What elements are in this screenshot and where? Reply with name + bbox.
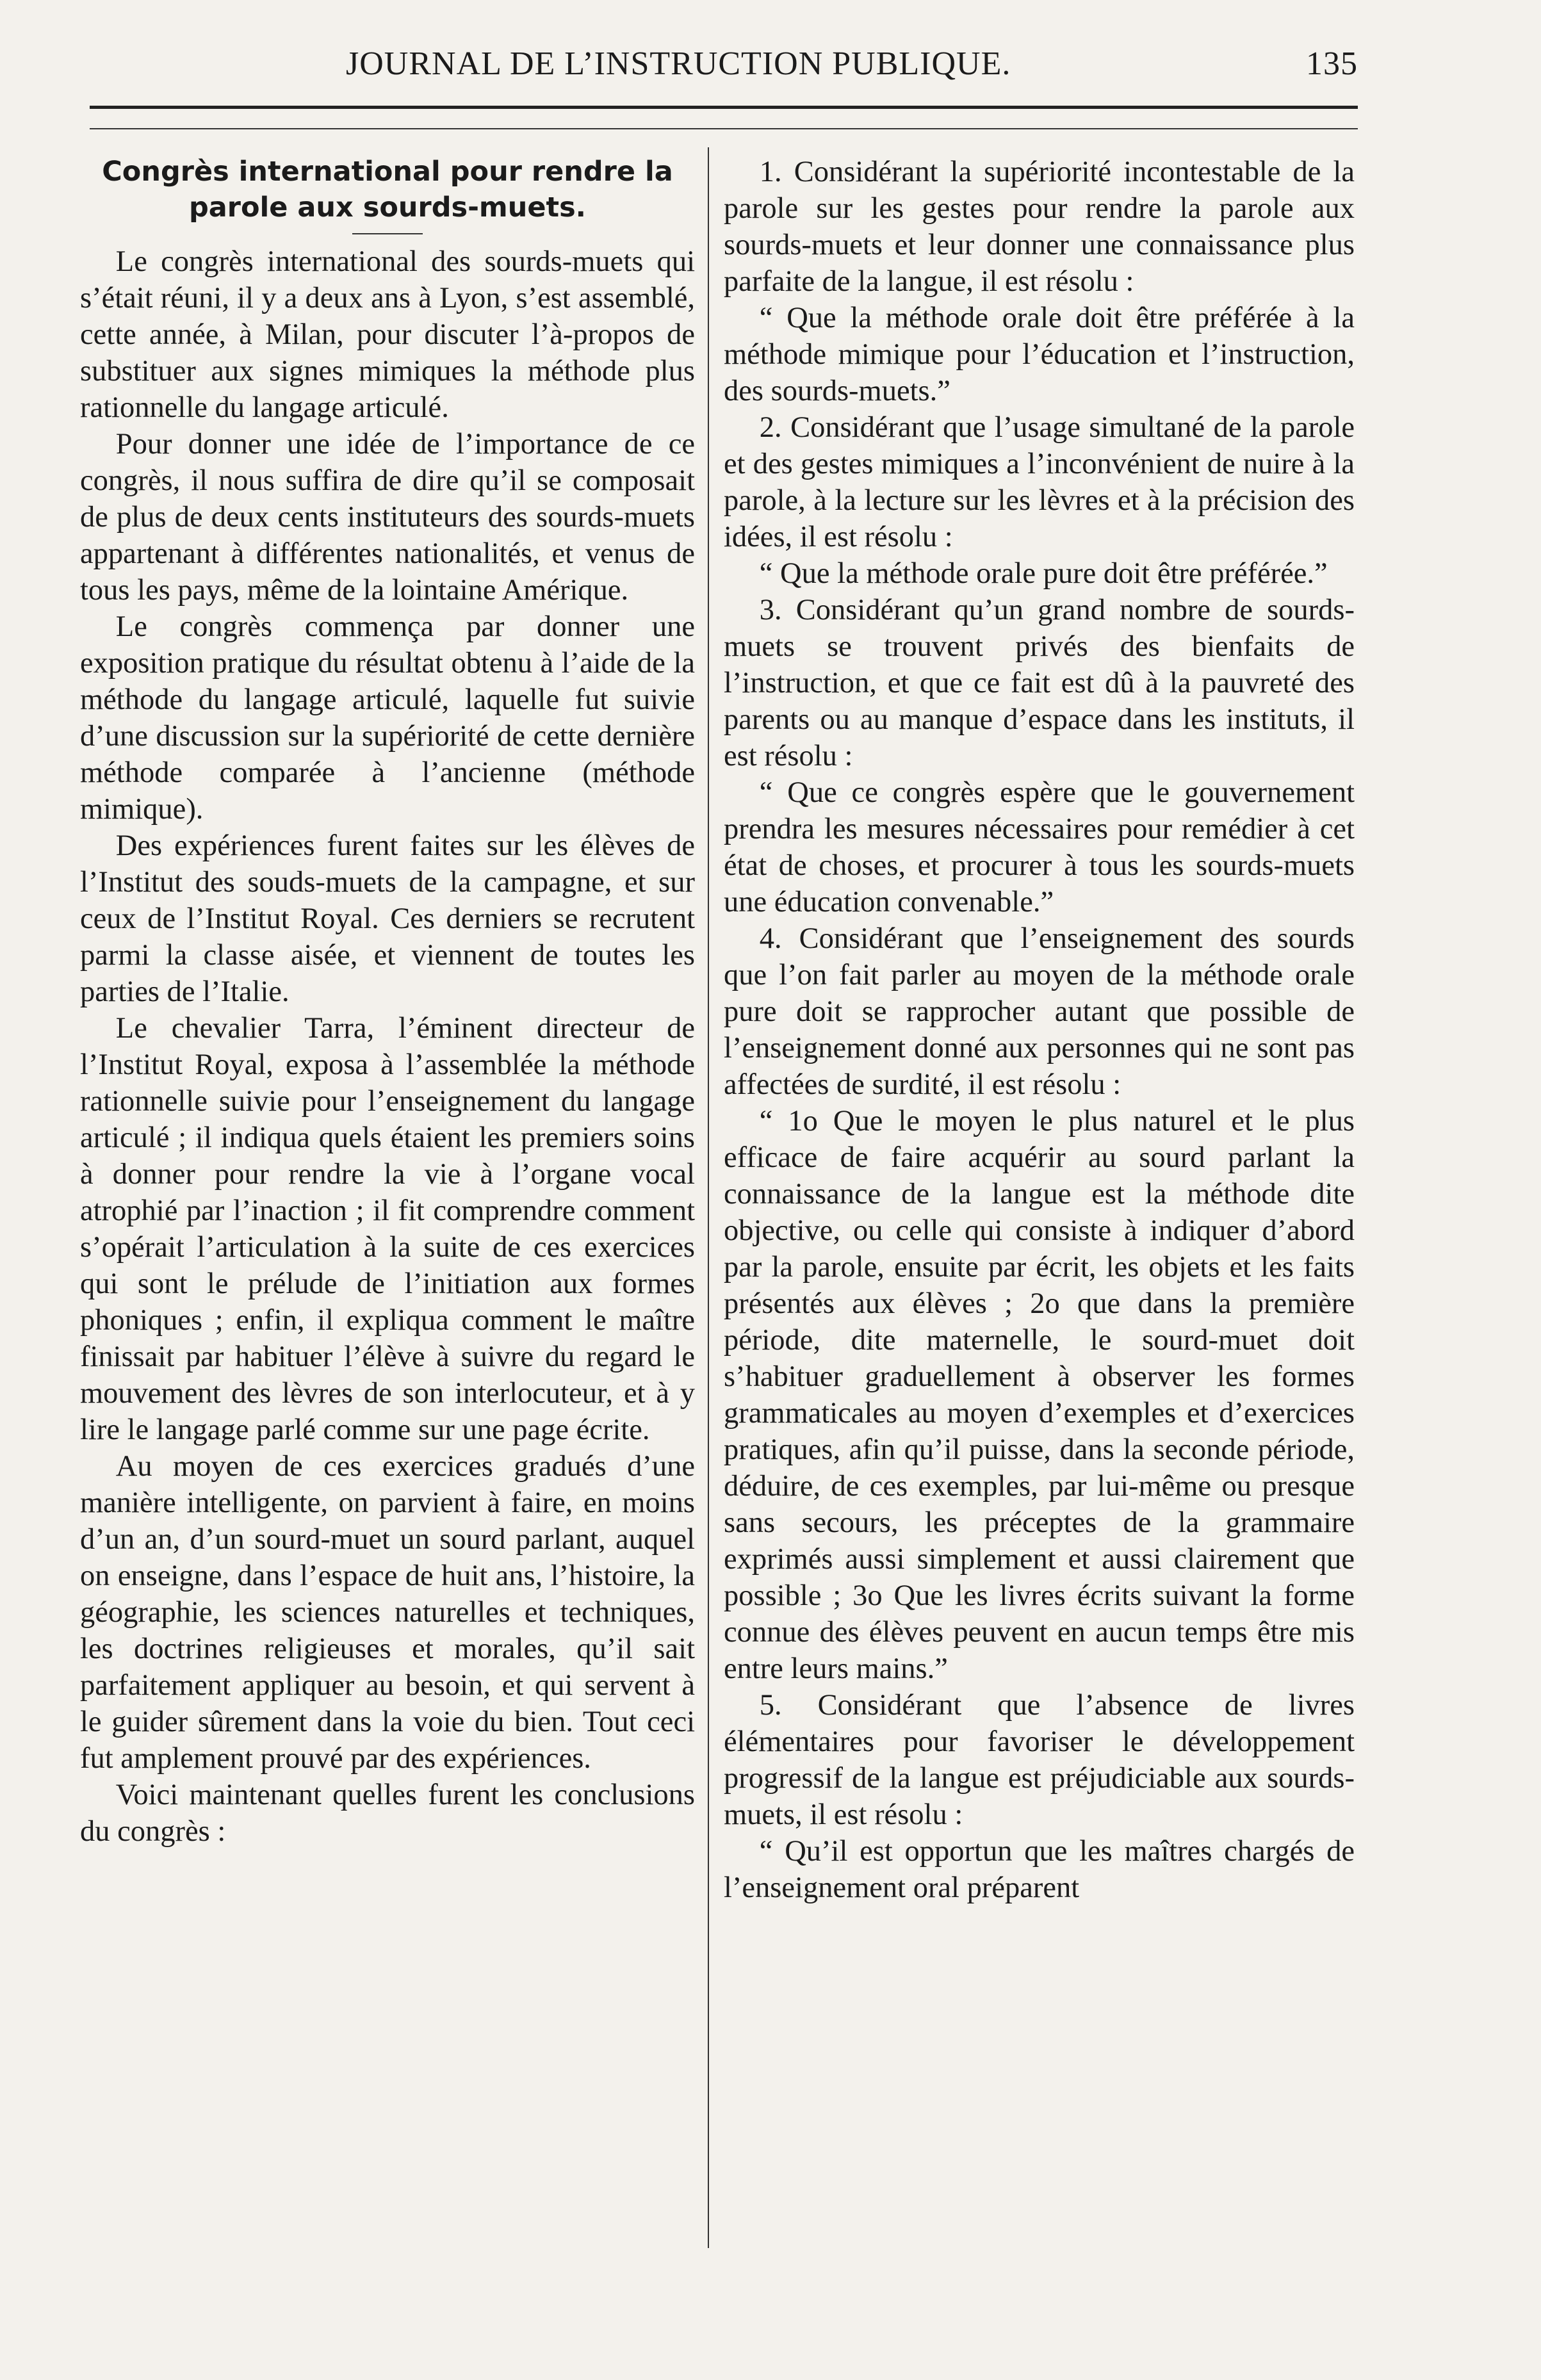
- resolution-quote: “ Que la méthode orale pure doit être préférée.”: [759, 557, 1328, 590]
- resolution-paragraph: 3. Considérant qu’un grand nombre de sourds-muets se trouvent privés des bienfaits de l’instruction, et que ce fait est dû à la pauvreté des parents ou au manque d’espace dans les instituts, il est résolu :: [724, 594, 1355, 772]
- resolution-quote: “ Que ce congrès espère que le gouvernement prendra les mesures nécessaires pour remédier à cet état de choses, et procurer à tous les sourds-muets une éducation convenable.”: [724, 776, 1355, 918]
- resolution-quote: “ Que la méthode orale doit être préférée à la méthode mimique pour l’éducation et l’instruction, des sourds-muets.”: [724, 302, 1355, 407]
- paragraph: Pour donner une idée de l’importance de ce congrès, il nous suffira de dire qu’il se composait de plus de deux cents instituteurs des sourds-muets appartenant à différentes nationalités, et venus de tous les pays, même de la lointaine Amérique.: [80, 428, 695, 607]
- paragraph: Le chevalier Tarra, l’éminent directeur de l’Institut Royal, exposa à l’assemblée la méthode rationnelle suivie pour l’enseignement du langage articulé ; il indiqua quels étaient les premiers soins à donner pour rendre la vie à l’organe vocal atrophié par l’inaction ; il fit comprendre comment s’opérait l’articulation à la suite de ces exercices qui sont le prélude de l’initiation aux formes phoniques ; enfin, il expliqua comment le maître finissait par habituer l’élève à suivre du regard le mouvement des lèvres de son interlocuteur, et à y lire le langage parlé comme sur une page écrite.: [80, 1012, 695, 1446]
- resolution-quote: “ 1o Que le moyen le plus naturel et le plus efficace de faire acquérir au sourd parlant la connaissance de la langue est la méthode dite objective, ou celle qui consiste à indiquer d’abord par la parole, ensuite par écrit, les objets et les faits présentés aux élèves ; 2o que dans la première période, dite maternelle, le sourd-muet doit s’habituer graduellement à observer les formes grammaticales au moyen d’exemples et d’exercices pratiques, afin qu’il puisse, dans la seconde période, déduire, de ces exemples, par lui-même ou presque sans secours, les préceptes de la grammaire exprimés aussi simplement et aussi clairement que possible ; 3o Que les livres écrits suivant la forme connue des élèves peuvent en aucun temps être mis entre leurs mains.”: [724, 1105, 1355, 1685]
- header-rule-thin: [90, 128, 1358, 129]
- page-number: 135: [1306, 45, 1358, 82]
- resolution-paragraph: 2. Considérant que l’usage simultané de la parole et des gestes mimiques a l’inconvénient de nuire à la parole, à la lecture sur les lèvres et à la précision des idées, il est résolu :: [724, 411, 1355, 553]
- paragraph: Le congrès international des sourds-muets qui s’était réuni, il y a deux ans à Lyon, s’est assemblé, cette année, à Milan, pour discuter l’à-propos de substituer aux signes mimiques la méthode plus rationnelle du langage articulé.: [80, 245, 695, 424]
- section-title: Congrès international pour rendre la parole aux sourds-muets.: [102, 156, 673, 224]
- right-column: [724, 154, 1355, 2267]
- paragraph: Au moyen de ces exercices gradués d’une manière intelligente, on parvient à faire, en moins d’un an, d’un sourd-muet un sourd parlant, auquel on enseigne, dans l’espace de huit ans, l’histoire, la géographie, les sciences naturelles et techniques, les doctrines religieuses et morales, qu’il sait parfaitement appliquer au besoin, et qui servent à le guider sûrement dans la voie du bien. Tout ceci fut amplement prouvé par des expériences.: [80, 1450, 695, 1775]
- running-header: [90, 38, 1358, 96]
- resolution-paragraph: 1. Considérant la supériorité incontestable de la parole sur les gestes pour rendre la parole aux sourds-muets et leur donner une connaissance plus parfaite de la langue, il est résolu :: [724, 156, 1355, 298]
- resolution-paragraph: 5. Considérant que l’absence de livres élémentaires pour favoriser le développement progressif de la langue est préjudiciable aux sourds-muets, il est résolu :: [724, 1689, 1355, 1831]
- column-divider: [708, 147, 709, 2248]
- paragraph: Voici maintenant quelles furent les conclusions du congrès :: [80, 1779, 695, 1848]
- paragraph: Le congrès commença par donner une exposition pratique du résultat obtenu à l’aide de la méthode du langage articulé, laquelle fut suivie d’une discussion sur la supériorité de cette dernière méthode comparée à l’ancienne (méthode mimique).: [80, 610, 695, 826]
- left-column: [80, 154, 695, 2267]
- title-separator: [352, 233, 423, 234]
- journal-title: JOURNAL DE L’INSTRUCTION PUBLIQUE.: [346, 45, 1011, 82]
- header-rule-thick: [90, 106, 1358, 109]
- resolution-paragraph: 4. Considérant que l’enseignement des sourds que l’on fait parler au moyen de la méthode orale pure doit se rapprocher autant que possible de l’enseignement donné aux personnes qui ne sont pas affectées de surdité, il est résolu :: [724, 922, 1355, 1101]
- resolution-quote: “ Qu’il est opportun que les maîtres chargés de l’enseignement oral préparent: [724, 1835, 1355, 1904]
- paragraph: Des expériences furent faites sur les élèves de l’Institut des souds-muets de la campagne, et sur ceux de l’Institut Royal. Ces derniers se recrutent parmi la classe aisée, et viennent de toutes les parties de l’Italie.: [80, 829, 695, 1008]
